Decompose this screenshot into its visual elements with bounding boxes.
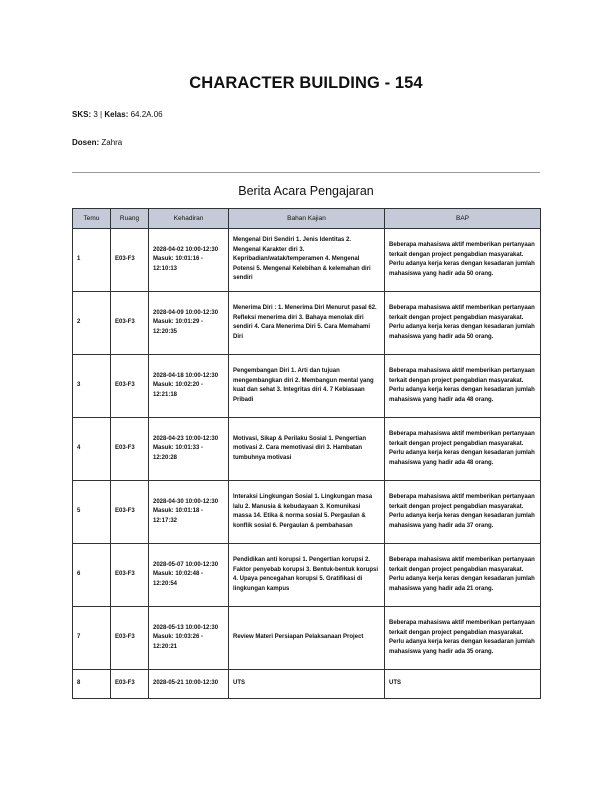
kehadiran-date: 2028-05-13 10:00-12:30 — [153, 624, 219, 631]
cell-bahan-kajian: Review Materi Persiapan Pelaksanaan Project — [229, 607, 385, 670]
table-row — [73, 544, 541, 607]
table-row — [73, 355, 541, 418]
cell-bap: Beberapa mahasiswa aktif memberikan pertanyaan terkait dengan project pengabdian masyarakat. Perlu adanya kerja keras dengan kesadaran jumlah mahasiswa yang hadir ada 21 orang. — [385, 544, 541, 607]
cell-bap: Beberapa mahasiswa aktif memberikan pertanyaan terkait dengan project pengabdian masyarakat. Perlu adanya kerja keras dengan kesadaran jumlah mahasiswa yang hadir ada 48 orang. — [385, 418, 541, 481]
kehadiran-masuk: Masuk: 10:02:48 - 12:20:54 — [153, 571, 204, 587]
kehadiran-masuk: Masuk: 10:01:33 - 12:20:28 — [153, 445, 204, 461]
cell-ruang: E03-F3 — [111, 544, 149, 607]
cell-bahan-kajian: Motivasi, Sikap & Perilaku Sosial 1. Pengertian motivasi 2. Cara memotivasi diri 3. Hambatan tumbuhnya motivasi — [229, 418, 385, 481]
cell-bap: UTS — [385, 670, 541, 699]
cell-bap: Beberapa mahasiswa aktif memberikan pertanyaan terkait dengan project pengabdian masyarakat. Perlu adanya kerja keras dengan kesadaran jumlah mahasiswa yang hadir ada 35 orang. — [385, 607, 541, 670]
table-row — [73, 481, 541, 544]
cell-temu: 6 — [73, 544, 111, 607]
page-title: CHARACTER BUILDING - 154 — [189, 74, 423, 92]
cell-kehadiran — [149, 418, 229, 481]
cell-kehadiran — [149, 607, 229, 670]
header-temu: Temu — [73, 209, 111, 229]
kehadiran-date: 2028-04-30 10:00-12:30 — [153, 498, 219, 505]
kelas-value: 64.2A.06 — [130, 110, 163, 119]
cell-temu: 1 — [73, 229, 111, 292]
lecturer-meta — [72, 138, 122, 147]
cell-ruang: E03-F3 — [111, 607, 149, 670]
cell-bahan-kajian: Mengenal Diri Sendiri 1. Jenis Identitas 2. Mengenal Karakter diri 3. Kepribadian/watak/temperamen 4. Mengenal Potensi 5. Mengenal Kelebihan & kelemahan diri sendiri — [229, 229, 385, 292]
kehadiran-date: 2028-04-09 10:00-12:30 — [153, 309, 219, 316]
cell-kehadiran — [149, 355, 229, 418]
cell-ruang: E03-F3 — [111, 355, 149, 418]
cell-bahan-kajian: Interaksi Lingkungan Sosial 1. Lingkungan masa lalu 2. Manusia & kebudayaan 3. Komunikasi massa 14. Etika & norma sosial 5. Pergaulan & konflik sosial 6. Pergaulan & pembahasan — [229, 481, 385, 544]
cell-temu: 3 — [73, 355, 111, 418]
cell-bahan-kajian: Pendidikan anti korupsi 1. Pengertian korupsi 2. Faktor penyebab korupsi 3. Bentuk-bentuk korupsi 4. Upaya pencegahan korupsi 5. Gratifikasi di lingkungan kampus — [229, 544, 385, 607]
kehadiran-date: 2028-04-23 10:00-12:30 — [153, 435, 219, 442]
cell-bap: Beberapa mahasiswa aktif memberikan pertanyaan terkait dengan project pengabdian masyarakat. Perlu adanya kerja keras dengan kesadaran jumlah mahasiswa yang hadir ada 37 orang. — [385, 481, 541, 544]
cell-ruang: E03-F3 — [111, 292, 149, 355]
sks-value: 3 | — [93, 110, 105, 119]
kehadiran-masuk: Masuk: 10:01:29 - 12:20:35 — [153, 319, 204, 335]
table-row — [73, 292, 541, 355]
cell-kehadiran — [149, 544, 229, 607]
cell-ruang: E03-F3 — [111, 670, 149, 699]
cell-temu: 2 — [73, 292, 111, 355]
kehadiran-masuk: Masuk: 10:03:26 - 12:20:21 — [153, 634, 204, 650]
cell-kehadiran — [149, 481, 229, 544]
header-bap: BAP — [385, 209, 541, 229]
cell-bahan-kajian: Menerima Diri : 1. Menerima Diri Menurut pasal 62. Refleksi menerima diri 3. Bahaya menolak diri sendiri 4. Cara Menerima Diri 5. Cara Memahami Diri — [229, 292, 385, 355]
cell-bap: Beberapa mahasiswa aktif memberikan pertanyaan terkait dengan project pengabdian masyarakat. Perlu adanya kerja keras dengan kesadaran jumlah mahasiswa yang hadir ada 50 orang. — [385, 229, 541, 292]
cell-temu: 8 — [73, 670, 111, 699]
kehadiran-date: 2028-05-07 10:00-12:30 — [153, 561, 219, 568]
cell-ruang: E03-F3 — [111, 418, 149, 481]
kehadiran-masuk: Masuk: 10:02:20 - 12:21:18 — [153, 382, 204, 398]
cell-bap: Beberapa mahasiswa aktif memberikan pertanyaan terkait dengan project pengabdian masyarakat. Perlu adanya kerja keras dengan kesadaran jumlah mahasiswa yang hadir ada 48 orang. — [385, 355, 541, 418]
cell-temu: 4 — [73, 418, 111, 481]
cell-bahan-kajian: UTS — [229, 670, 385, 699]
table-row — [73, 670, 541, 699]
kehadiran-masuk: Masuk: 10:01:16 - 12:10:13 — [153, 256, 204, 272]
kehadiran-masuk: Masuk: 10:01:18 - 12:17:32 — [153, 508, 204, 524]
header-ruang: Ruang — [111, 209, 149, 229]
kehadiran-date: 2028-04-18 10:00-12:30 — [153, 372, 219, 379]
cell-bahan-kajian: Pengembangan Diri 1. Arti dan tujuan mengembangkan diri 2. Membangun mental yang kuat dan sehat 3. Integritas diri 4. 7 Kebiasaan Pribadi — [229, 355, 385, 418]
dosen-value: Zahra — [101, 138, 123, 147]
kehadiran-date: 2028-05-21 10:00-12:30 — [153, 680, 219, 687]
table-row — [73, 607, 541, 670]
divider — [72, 172, 540, 173]
dosen-label: Dosen: — [72, 138, 100, 147]
course-meta — [72, 110, 163, 119]
header-kehadiran: Kehadiran — [149, 209, 229, 229]
table-header-row — [73, 209, 541, 229]
cell-kehadiran — [149, 670, 229, 699]
teaching-record-table — [72, 208, 541, 699]
cell-kehadiran — [149, 229, 229, 292]
table-row — [73, 229, 541, 292]
kehadiran-date: 2028-04-02 10:00-12:30 — [153, 246, 219, 253]
cell-ruang: E03-F3 — [111, 481, 149, 544]
table-row — [73, 418, 541, 481]
section-title: Berita Acara Pengajaran — [238, 184, 374, 198]
cell-temu: 5 — [73, 481, 111, 544]
cell-temu: 7 — [73, 607, 111, 670]
header-bahan-kajian: Bahan Kajian — [229, 209, 385, 229]
cell-kehadiran — [149, 292, 229, 355]
kelas-label: Kelas: — [104, 110, 129, 119]
sks-label: SKS: — [72, 110, 92, 119]
cell-bap: Beberapa mahasiswa aktif memberikan pertanyaan terkait dengan project pengabdian masyarakat. Perlu adanya kerja keras dengan kesadaran jumlah mahasiswa yang hadir ada 50 orang. — [385, 292, 541, 355]
cell-ruang: E03-F3 — [111, 229, 149, 292]
